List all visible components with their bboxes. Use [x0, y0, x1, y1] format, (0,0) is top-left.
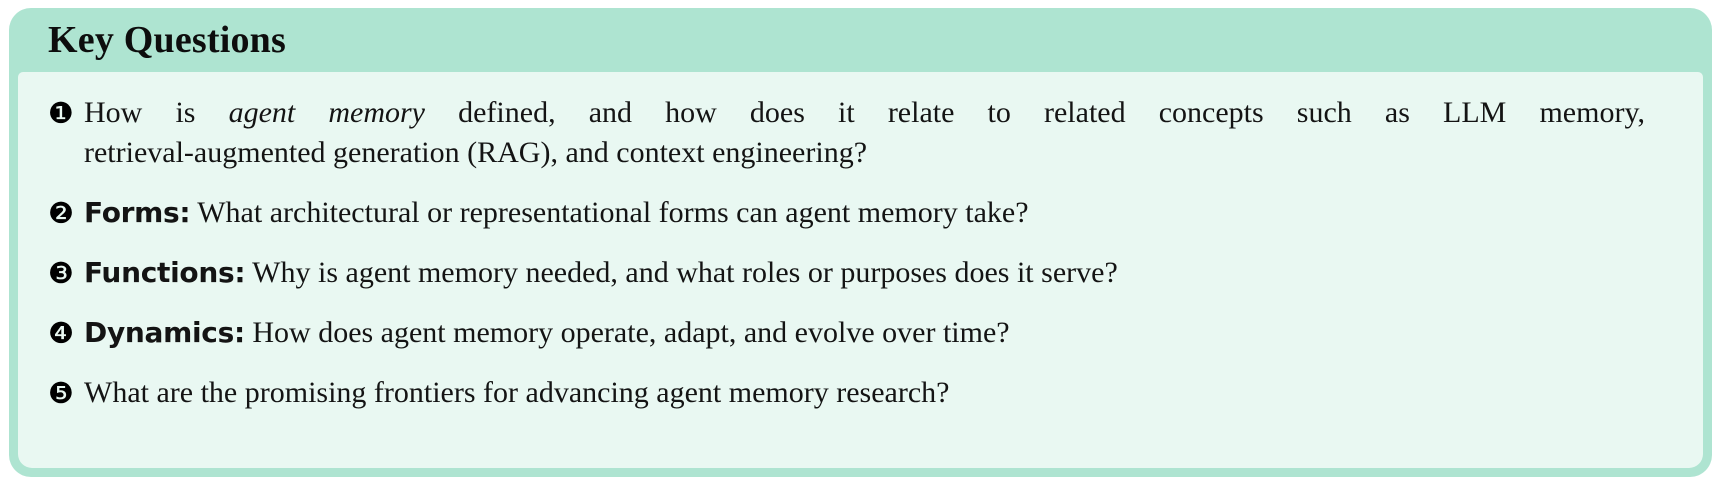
- item-number-badge: ❸: [48, 256, 74, 290]
- list-item: [48, 253, 1645, 293]
- text-segment: Why is agent memory needed, and what roles or purposes does it serve?: [245, 256, 1118, 289]
- item-text: [84, 253, 1645, 293]
- key-questions-callout: [9, 8, 1712, 477]
- list-item: [48, 313, 1645, 353]
- text-segment-bold-sans: Functions:: [84, 256, 246, 289]
- callout-body: [18, 72, 1703, 468]
- item-number-badge: ❺: [48, 376, 74, 410]
- key-questions-list: [18, 72, 1703, 413]
- text-segment: retrieval-augmented generation (RAG), and context engineering?: [84, 136, 868, 169]
- text-segment: defined, and how does it relate to related concepts such as LLM memory,: [425, 96, 1645, 129]
- item-text-line: [84, 193, 1645, 233]
- text-segment-bold-sans: Dynamics:: [84, 316, 245, 349]
- item-text-line: [84, 313, 1645, 353]
- item-text: [84, 193, 1645, 233]
- item-text: [84, 313, 1645, 353]
- list-item: [48, 373, 1645, 413]
- text-segment: What architectural or representational forms can agent memory take?: [190, 196, 1029, 229]
- list-item: [48, 93, 1645, 173]
- text-segment-bold-sans: Forms:: [84, 196, 191, 229]
- item-number-badge: ❷: [48, 196, 74, 230]
- item-number-badge: ❶: [48, 96, 74, 130]
- item-text-line: [84, 253, 1645, 293]
- callout-title: Key Questions: [48, 19, 287, 61]
- item-number-badge: ❹: [48, 316, 74, 350]
- callout-header: [9, 8, 1712, 72]
- list-item: [48, 193, 1645, 233]
- item-text-line: [84, 93, 1645, 133]
- text-segment: What are the promising frontiers for advancing agent memory research?: [84, 376, 950, 409]
- text-segment-italic: agent memory: [228, 96, 425, 129]
- text-segment: How does agent memory operate, adapt, and evolve over time?: [244, 316, 1010, 349]
- item-text: [84, 93, 1645, 173]
- item-text-line: [84, 133, 1645, 173]
- text-segment: How is: [84, 96, 229, 129]
- item-text-line: [84, 373, 1645, 413]
- item-text: [84, 373, 1645, 413]
